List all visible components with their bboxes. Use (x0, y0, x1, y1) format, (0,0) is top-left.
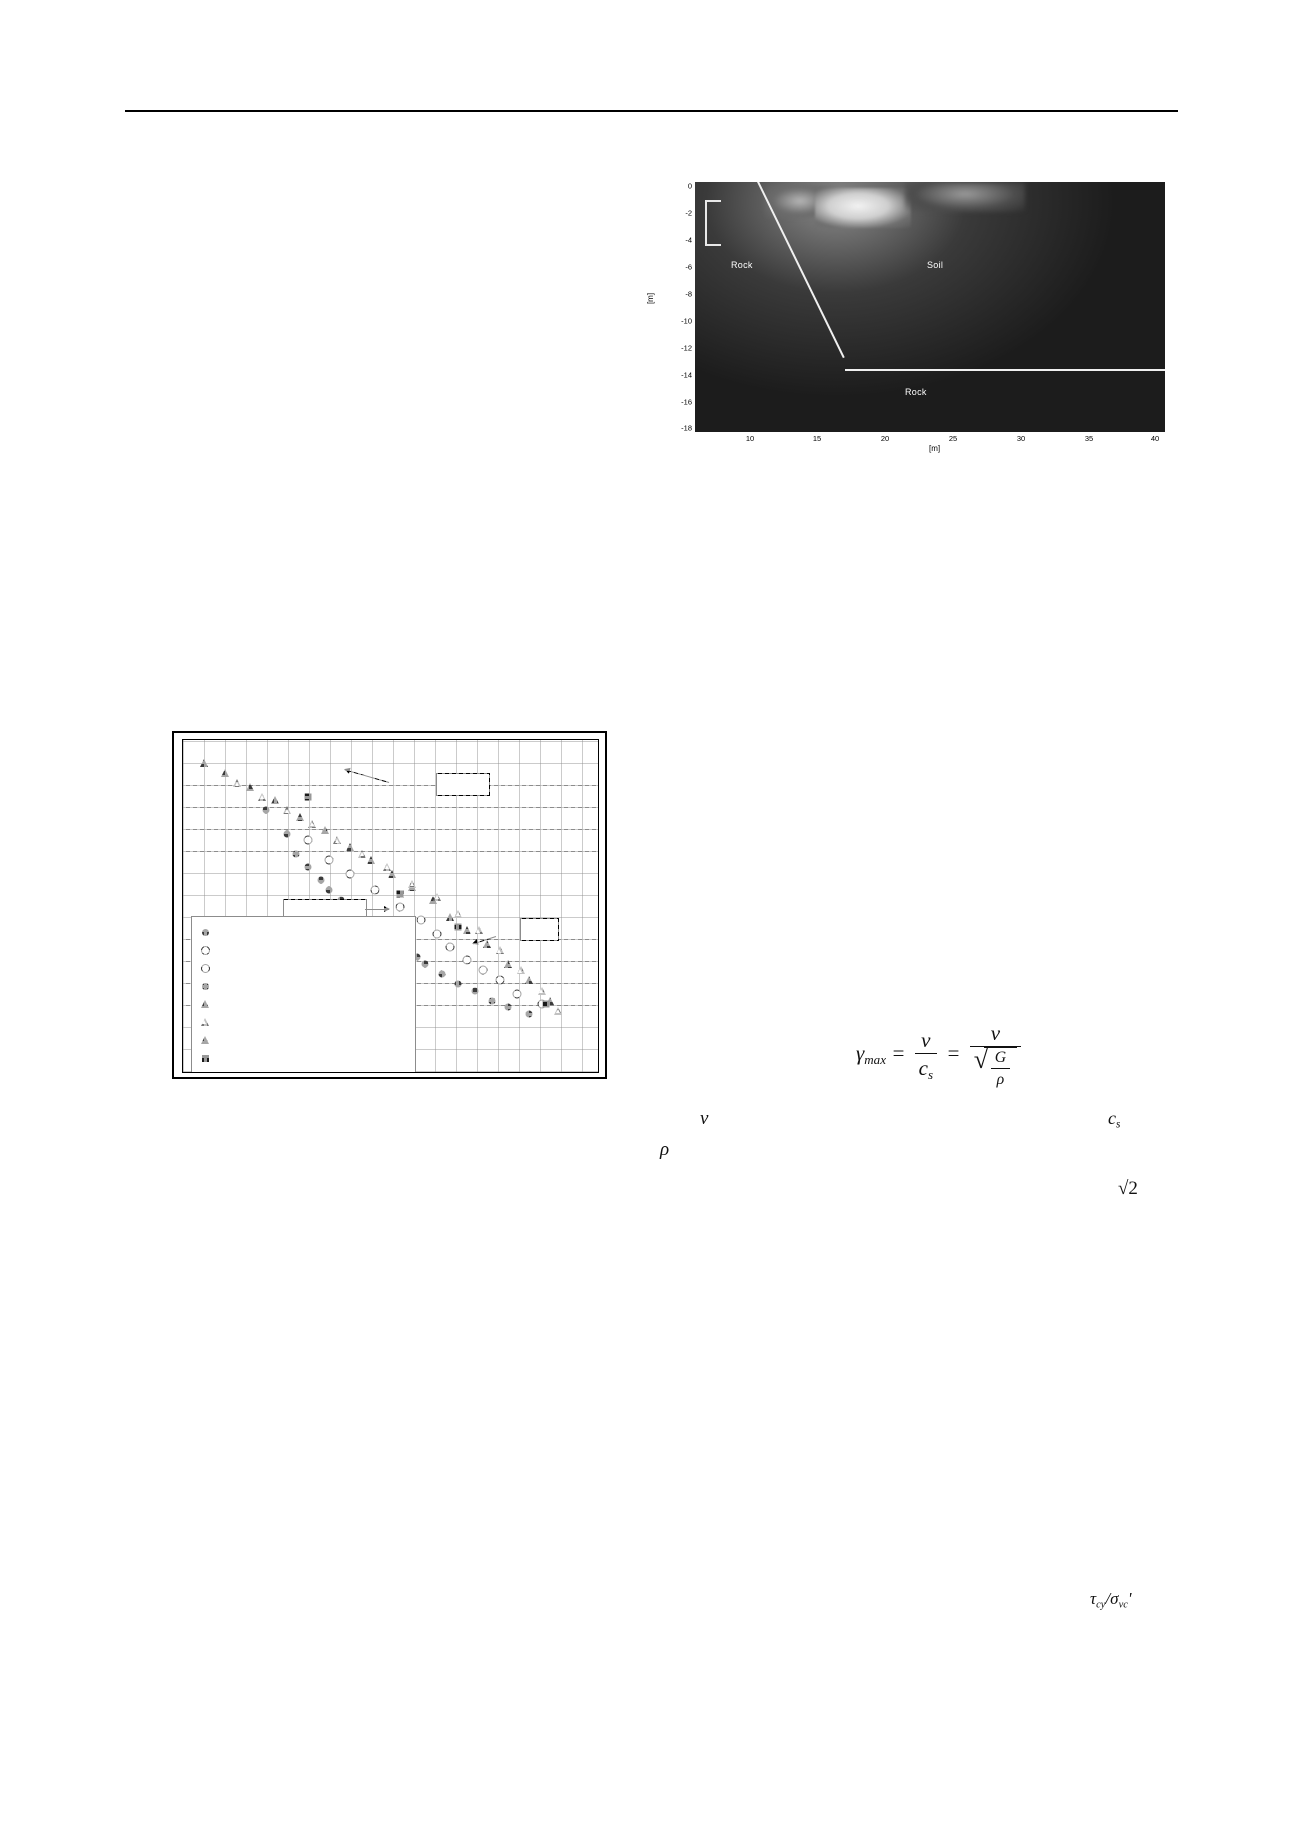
symbol-v: v (700, 1108, 709, 1129)
y-tick: -14 (681, 370, 692, 380)
equals-sign-2: = (946, 1040, 966, 1065)
legend-item (199, 977, 408, 995)
numerator-G: G (991, 1048, 1010, 1069)
scatter-point (454, 910, 462, 918)
scatter-point (455, 924, 462, 931)
scatter-point (283, 806, 291, 814)
y-tick: 0 (687, 181, 692, 191)
y-tick: -6 (685, 262, 692, 272)
y-tick: -8 (685, 289, 692, 299)
scatter-point (496, 946, 504, 954)
figure-scatter-plot (172, 731, 607, 1079)
scatter-point (538, 987, 546, 995)
scatter-point (495, 976, 504, 985)
x-tick: 10 (745, 434, 755, 443)
scatter-point (542, 1000, 549, 1007)
scatter-point (325, 887, 332, 894)
scatter-point (475, 926, 483, 934)
legend-item (199, 959, 408, 977)
y-tick: -16 (681, 397, 692, 407)
equals-sign: = (891, 1040, 911, 1065)
scatter-point (421, 960, 428, 967)
triangle-filled-icon (199, 1000, 211, 1008)
map-plot-area (695, 182, 1165, 432)
scatter-point (488, 997, 495, 1004)
legend-item (199, 1049, 408, 1067)
scatter-point (554, 1007, 562, 1015)
scatter-point (433, 893, 441, 901)
scatter-point (305, 793, 312, 800)
map-bright-region-right (905, 182, 1025, 212)
scatter-point (525, 976, 533, 984)
x-tick: 30 (1016, 434, 1026, 443)
callout-upper (436, 773, 490, 796)
circle-open-icon (199, 964, 211, 973)
y-tick: -4 (685, 235, 692, 245)
map-label-rock-bottom: Rock (905, 387, 927, 397)
legend-item (199, 941, 408, 959)
y-tick: -12 (681, 343, 692, 353)
scatter-point (438, 970, 445, 977)
circle-open-icon (199, 946, 211, 955)
triangle-filled-icon (199, 1036, 211, 1044)
map-scale-bar (705, 200, 721, 246)
scatter-point (479, 966, 488, 975)
symbol-tau-ratio: $\tau_{cy}/\sigma_{vc}'$ (1090, 1589, 1132, 1611)
denominator-sqrt (970, 1047, 1021, 1090)
rock-soil-interface-horizontal (845, 369, 1165, 371)
scatter-point (258, 793, 266, 801)
scatter-point (395, 903, 404, 912)
square-filled-icon (199, 1055, 211, 1062)
y-tick: -2 (685, 208, 692, 218)
legend-item (199, 995, 408, 1013)
map-x-axis-label: [m] (929, 444, 941, 453)
map-label-soil: Soil (927, 260, 944, 270)
scatter-point (308, 820, 316, 828)
scatter-point (433, 929, 442, 938)
scatter-point (296, 813, 304, 821)
scatter-point (408, 880, 416, 888)
scatter-point (200, 759, 208, 767)
scatter-point (455, 980, 462, 987)
scatter-point (471, 987, 478, 994)
legend-item (199, 1013, 408, 1031)
scatter-point (416, 916, 425, 925)
scatter-point (346, 843, 354, 851)
legend-item (199, 1031, 408, 1049)
symbol-sqrt-two: √2 (1118, 1178, 1138, 1199)
triangle-open-icon (199, 1018, 211, 1026)
sqrt-icon: √ $\frac{G}{\rho}$ (974, 1047, 1017, 1090)
scatter-point (367, 856, 375, 864)
scatter-plot-area (182, 739, 599, 1073)
scatter-point (526, 1010, 533, 1017)
equation-lhs: $\gamma_{max}$ (856, 1040, 886, 1068)
scatter-point (512, 989, 521, 998)
map-greyscale-field (695, 182, 1165, 432)
scatter-point (446, 913, 454, 921)
scatter-point (317, 877, 324, 884)
scatter-point (517, 966, 525, 974)
scatter-point (304, 836, 313, 845)
scatter-point (246, 783, 254, 791)
numerator-v-2: v (970, 1020, 1021, 1047)
scatter-point (321, 826, 329, 834)
map-bright-region-center (815, 188, 911, 228)
scatter-point (445, 943, 454, 952)
y-tick: -18 (681, 423, 692, 433)
circle-filled-icon (199, 983, 211, 990)
scatter-point (358, 850, 366, 858)
x-tick: 40 (1150, 434, 1160, 443)
symbol-rho: ρ (660, 1139, 670, 1160)
scatter-point (383, 863, 391, 871)
symbol-cs: $c_s$ (1108, 1108, 1121, 1131)
callout-lower-right (520, 918, 559, 941)
scatter-point (463, 926, 471, 934)
fraction-v-over-sqrt-G-rho (970, 1020, 1021, 1090)
scatter-point (333, 836, 341, 844)
fraction-v-over-cs (915, 1027, 937, 1084)
x-tick: 25 (948, 434, 958, 443)
callout-arrow-middle (365, 909, 389, 910)
x-tick: 15 (812, 434, 822, 443)
scatter-point (221, 769, 229, 777)
header-divider (125, 110, 1178, 112)
scatter-point (292, 850, 299, 857)
scatter-point (324, 856, 333, 865)
numerator-v: v (915, 1027, 937, 1054)
scatter-point (504, 960, 512, 968)
x-tick: 20 (880, 434, 890, 443)
scatter-point (462, 956, 471, 965)
scatter-point (370, 886, 379, 895)
denominator-rho: ρ (996, 1070, 1005, 1088)
y-tick: -10 (681, 316, 692, 326)
scatter-point (284, 830, 291, 837)
scatter-legend (191, 916, 416, 1073)
circle-filled-icon (199, 929, 211, 936)
scatter-point (505, 1004, 512, 1011)
scatter-point (263, 807, 270, 814)
denominator-cs: $c_s$ (918, 1055, 934, 1083)
scatter-point (271, 796, 279, 804)
scatter-point (305, 863, 312, 870)
scatter-point (345, 869, 354, 878)
scatter-point (396, 890, 403, 897)
equation-gamma-max (856, 1020, 1025, 1090)
x-tick: 35 (1084, 434, 1094, 443)
legend-item (199, 923, 408, 941)
figure-subsurface-section (646, 181, 1165, 457)
map-y-axis (651, 182, 695, 432)
map-y-axis-label: [m] (646, 292, 656, 305)
fraction-G-over-rho (991, 1048, 1010, 1090)
scatter-point (233, 779, 241, 787)
map-label-rock-left: Rock (731, 260, 753, 270)
